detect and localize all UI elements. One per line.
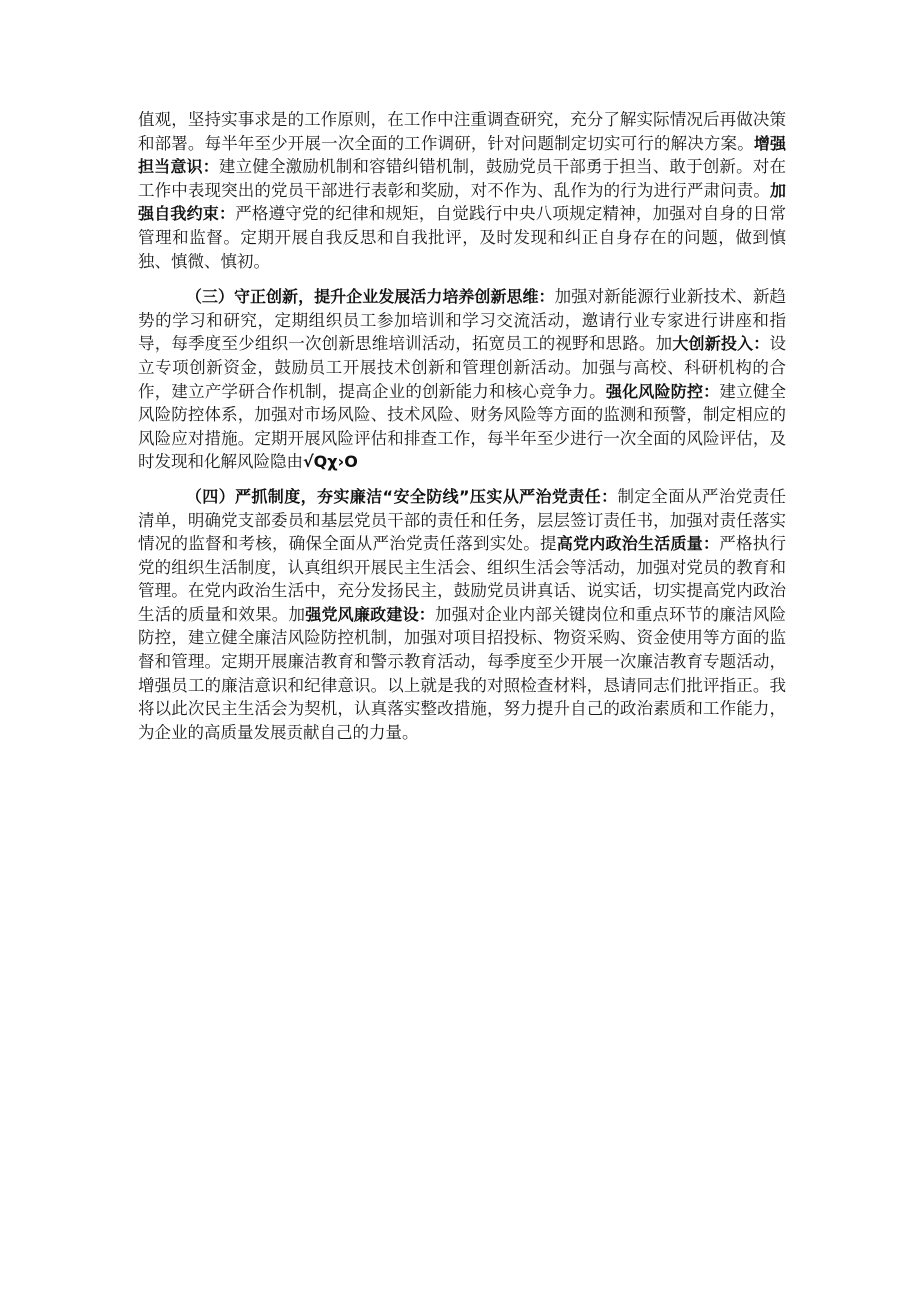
paragraph-continuation	[138, 108, 786, 273]
section-heading-four: （四）严抓制度，夯实廉洁“安全防线”压实从严治党责任：	[185, 486, 618, 506]
text-segment: 建立健全风险防控体系，加强对市场风险、技术风险、财务风险等方面的监测和预警，制定相应的风险应对措施。定期开展风险评估和排查工作，每半年至少进行一次全面的风险评估，及时发现和化解风险隐由	[138, 381, 787, 472]
text-segment: 加强对新能源行业新技术、新趋势的学习和研究，定期组织员工参加培训和学习交流活动，邀请行业专家进行讲座和指导，每季度至少组织一次创新思维培训活动，拓宽员工的视野和思路。加	[138, 287, 786, 354]
bold-heading-self-discipline: 加强自我约束：	[138, 180, 786, 224]
text-segment: 制定全面从严治党责任清单，明确党支部委员和基层党员干部的责任和任务，层层签订责任书，加强对责任落实情况的监督和考核，确保全面从严治党责任落到实处。提	[138, 486, 786, 554]
paragraph-gap	[138, 273, 786, 285]
text-segment: 严格遵守党的纪律和规矩，自觉践行中央八项规定精神，加强对自身的日常管理和监督。定期开展自我反思和自我批评，及时发现和纠正自身存在的问题，做到慎独、慎微、慎初。	[138, 204, 786, 271]
text-segment: 严格执行党的组织生活制度，认真组织开展民主生活会、组织生活会等活动，加强对党员的教育和管理。在党内政治生活中，充分发扬民主，鼓励党员讲真话、说实话，切实提高党内政治生活的质量和效果。加	[138, 534, 786, 624]
text-segment: 设立专项创新资金，鼓励员工开展技术创新和管理创新活动。加强与高校、科研机构的合作，建立产学研合作机制，提高企业的创新能力和核心竞争力。	[138, 334, 786, 401]
paragraph-gap	[138, 474, 786, 485]
text-segment: 值观，坚持实事求是的工作原则，在工作中注重调查研究，充分了解实际情况后再做决策和部署。每半年至少开展一次全面的工作调研，针对问题制定切实可行的解决方案。	[138, 110, 786, 153]
bold-heading-risk-control: 强化风险防控：	[605, 381, 720, 401]
document-body	[138, 108, 786, 744]
bold-heading-enhance-responsibility: 增强担当意识：	[138, 133, 786, 177]
bold-heading-innovation-investment: 大创新投入：	[672, 334, 770, 354]
bold-heading-integrity-building: 强党风廉政建设：	[305, 604, 436, 624]
text-segment: 加强对企业内部关键岗位和重点环节的廉洁风险防控，建立健全廉洁风险防控机制，加强对项目招投标、物资采购、资金使用等方面的监督和管理。定期开展廉洁教育和警示教育活动，每季度至少开展一次廉洁教育专题活动，增强员工的廉洁意识和纪律意识。以上就是我的对照检查材料，恳请同志们批评指正。我将以此次民主生活会为契机，认真落实整改措施，努力提升自己的政治素质和工作能力，为企业的高质量发展贡献自己的力量。	[138, 604, 786, 742]
paragraph-section-three	[138, 285, 786, 474]
garbled-text-fragment: √Qχ›O	[303, 452, 358, 472]
section-heading-three: （三）守正创新，提升企业发展活力培养创新思维：	[185, 287, 555, 307]
paragraph-section-four	[138, 485, 786, 745]
bold-heading-political-life: 高党内政治生活质量：	[556, 534, 720, 554]
text-segment: 建立健全激励机制和容错纠错机制，鼓励党员干部勇于担当、敢于创新。对在工作中表现突出的党员干部进行表彰和奖励，对不作为、乱作为的行为进行严肃问责。	[138, 157, 786, 200]
